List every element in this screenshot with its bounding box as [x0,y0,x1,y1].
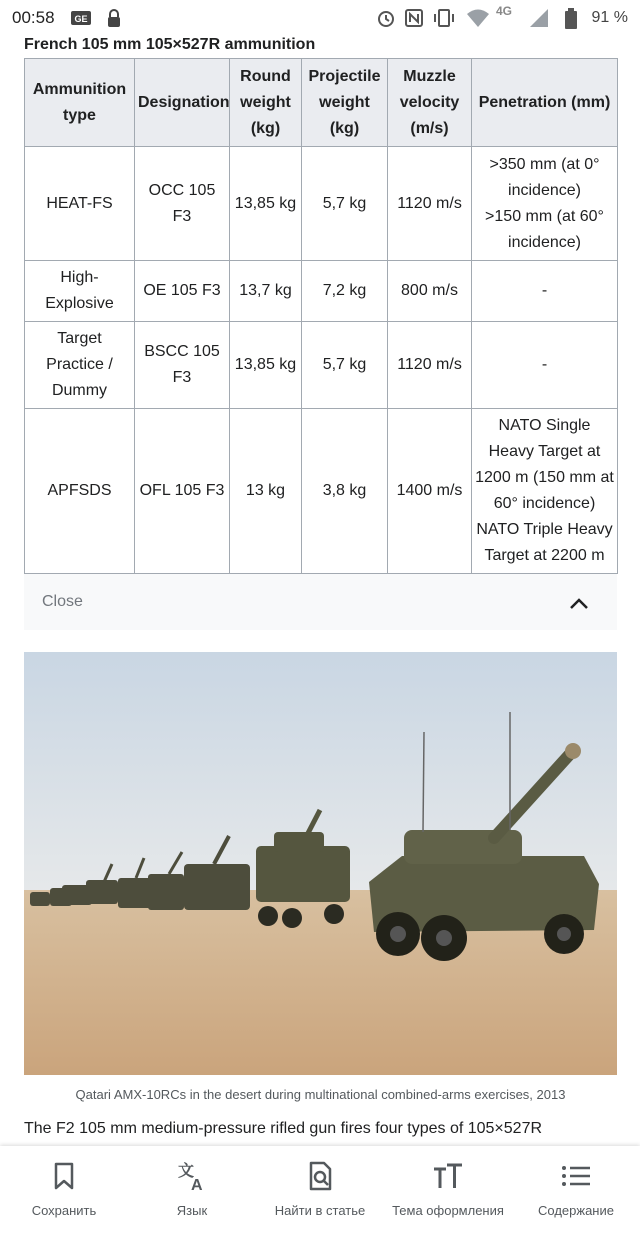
vibrate-icon [432,8,456,28]
armored-vehicles-photo [24,652,617,1075]
cell-round-weight: 13 kg [230,409,302,574]
contents-button[interactable] [512,1146,640,1238]
close-label: Close [42,593,83,610]
penetration-line: NATO Single Heavy Target at 1200 m (150 mm at 60° incidence) [475,417,614,512]
penetration-line: >350 mm (at 0° incidence) [489,155,600,199]
wifi-icon [466,8,490,28]
battery-percent: 91 % [591,9,628,26]
table-row [25,409,618,574]
signal-icon [528,8,550,28]
table-close-button[interactable] [24,574,617,630]
battery-icon [564,8,578,30]
cell-velocity: 1120 m/s [388,147,472,261]
network-type: 4G [496,4,513,18]
image-caption: Qatari AMX-10RCs in the desert during multinational combined-arms exercises, 2013 [75,1087,566,1102]
header-projectile-weight: Projectile weight (kg) [302,59,388,147]
table-caption: French 105 mm 105×527R ammunition [24,36,316,53]
cell-type: APFSDS [25,409,135,574]
table-row [25,261,618,322]
cell-penetration [472,409,618,574]
cell-designation: OE 105 F3 [135,261,230,322]
cell-penetration: - [472,322,618,409]
cell-projectile-weight: 5,7 kg [302,147,388,261]
bottom-toolbar [0,1146,640,1238]
cell-projectile-weight: 7,2 kg [302,261,388,322]
cell-designation: BSCC 105 F3 [135,322,230,409]
cell-type: Target Practice / Dummy [25,322,135,409]
save-button[interactable] [0,1146,128,1238]
header-muzzle-velocity: Muzzle velocity (m/s) [388,59,472,147]
cell-designation: OCC 105 F3 [135,147,230,261]
find-in-page-button[interactable] [256,1146,384,1238]
image-notification-icon [70,8,92,28]
svg-text:GE: GE [74,14,88,24]
nfc-icon [404,8,424,28]
cell-velocity: 800 m/s [388,261,472,322]
penetration-line: >150 mm (at 60° incidence) [485,207,604,251]
contents-label: Содержание [538,1203,614,1218]
chevron-up-icon [569,596,589,610]
cell-designation: OFL 105 F3 [135,409,230,574]
article-paragraph: The F2 105 mm medium-pressure rifled gun fires four types of 105×527R [24,1120,543,1137]
text-size-icon [432,1160,464,1192]
cell-velocity: 1400 m/s [388,409,472,574]
svg-text:A: A [191,1177,203,1192]
language-button[interactable] [128,1146,256,1238]
header-round-weight: Round weight (kg) [230,59,302,147]
header-designation: Designation [135,59,230,147]
theme-button[interactable] [384,1146,512,1238]
status-time: 00:58 [12,8,55,27]
header-penetration: Penetration (mm) [472,59,618,147]
table-header-row [25,59,618,147]
bookmark-icon [48,1160,80,1192]
translate-icon [176,1160,208,1192]
table-row [25,147,618,261]
alarm-icon [376,8,396,28]
theme-label: Тема оформления [392,1203,504,1218]
svg-text:文: 文 [178,1163,195,1180]
cell-penetration: - [472,261,618,322]
contents-list-icon [560,1160,592,1192]
header-ammunition-type: Ammunition type [25,59,135,147]
find-in-page-icon [304,1160,336,1192]
save-label: Сохранить [31,1203,97,1218]
cell-round-weight: 13,85 kg [230,147,302,261]
find-in-page-label: Найти в статье [274,1203,366,1218]
cell-penetration [472,147,618,261]
cell-type: HEAT-FS [25,147,135,261]
cell-velocity: 1120 m/s [388,322,472,409]
cell-type: High-Explosive [25,261,135,322]
table-row [25,322,618,409]
status-bar [0,0,640,36]
language-label: Язык [176,1203,208,1218]
penetration-line: NATO Triple Heavy Target at 2200 m [476,521,613,564]
article-image[interactable] [24,652,617,1075]
ammunition-table [24,58,618,574]
cell-round-weight: 13,85 kg [230,322,302,409]
lock-icon [106,8,122,28]
cell-projectile-weight: 5,7 kg [302,322,388,409]
cell-round-weight: 13,7 kg [230,261,302,322]
cell-projectile-weight: 3,8 kg [302,409,388,574]
